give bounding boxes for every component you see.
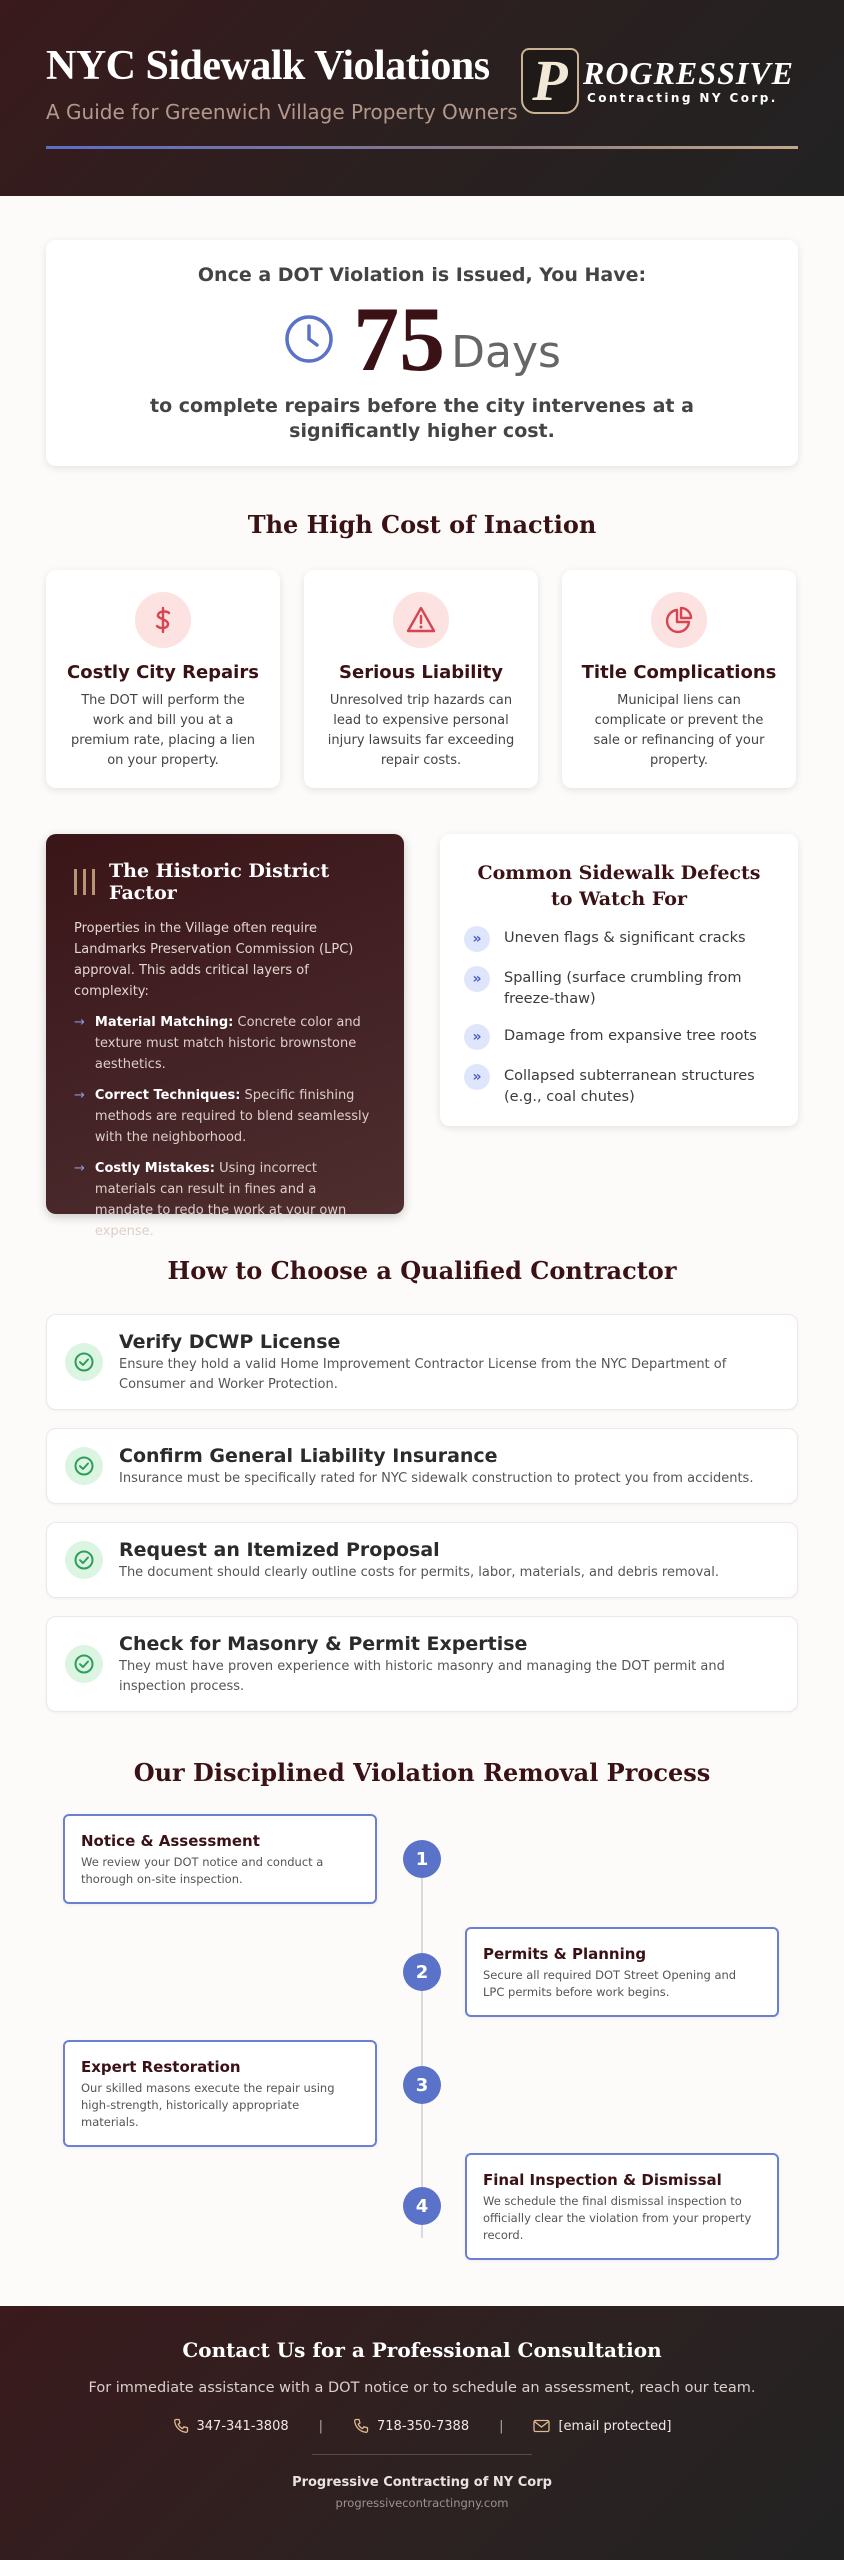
page-header [0, 0, 844, 196]
cost-card-text: Unresolved trip hazards can lead to expensive personal injury lawsuits far exceeding repair costs. [327, 693, 515, 768]
list-item: » Damage from expansive tree roots [464, 1026, 774, 1050]
historic-intro: Properties in the Village often require Landmarks Preservation Commission (LPC) approval. This adds critical layers of complexity: [74, 921, 354, 999]
mail-icon [533, 2419, 550, 2433]
cost-section-title: The High Cost of Inaction [247, 510, 597, 539]
logo-initial: P [521, 48, 579, 114]
email-link[interactable]: [email protected] [533, 2419, 671, 2434]
double-chevron-icon: » [464, 926, 490, 952]
process-step-text: We review your DOT notice and conduct a thorough on-site inspection. [81, 1855, 324, 1886]
contractor-item-proposal [46, 1522, 798, 1598]
dollar-icon [135, 592, 191, 648]
page-subtitle: A Guide for Greenwich Village Property Owners [46, 100, 518, 124]
list-item: » Collapsed subterranean structures (e.g., coal chutes) [464, 1066, 774, 1108]
warning-icon [393, 592, 449, 648]
phone-icon [173, 2418, 189, 2434]
phone-link-2[interactable]: 718-350-7388 [353, 2418, 469, 2434]
cost-card-text: Municipal liens can complicate or prevent the sale or refinancing of your property. [593, 693, 765, 768]
check-circle-icon [65, 1541, 103, 1579]
defects-card [440, 834, 798, 1126]
process-step-number: 4 [403, 2187, 441, 2225]
separator: | [318, 2418, 323, 2434]
footer-title: Contact Us for a Professional Consultation [182, 2338, 662, 2362]
historic-title: The Historic District Factor [109, 860, 330, 904]
process-step-text: We schedule the final dismissal inspection to officially clear the violation from your property record. [483, 2194, 752, 2242]
contractor-item-title: Check for Masonry & Permit Expertise [119, 1633, 528, 1655]
cost-card-text: The DOT will perform the work and bill you at a premium rate, placing a lien on your property. [70, 693, 256, 768]
process-step-card [465, 1927, 779, 2017]
deadline-outro: to complete repairs before the city intervenes at a significantly higher cost. [150, 395, 694, 442]
contractor-section-title: How to Choose a Qualified Contractor [167, 1256, 677, 1285]
process-step-number: 3 [403, 2066, 441, 2104]
check-circle-icon [65, 1447, 103, 1485]
process-step-card [63, 1814, 377, 1904]
clock-icon [283, 313, 335, 365]
header-divider [46, 146, 798, 149]
cost-card-title: Title Complications [581, 662, 777, 683]
contractor-item-title: Request an Itemized Proposal [119, 1539, 440, 1561]
phone-link-1[interactable]: 347-341-3808 [173, 2418, 289, 2434]
page-footer [0, 2306, 844, 2560]
process-step-card [63, 2040, 377, 2147]
contractor-item-text: They must have proven experience with historic masonry and managing the DOT permit and inspection process. [119, 1659, 725, 1694]
process-step-title: Expert Restoration [81, 2058, 241, 2076]
page-title: NYC Sidewalk Violations [46, 43, 490, 89]
contractor-item-text: Insurance must be specifically rated for NYC sidewalk construction to protect you from accidents. [119, 1471, 754, 1486]
cost-card-title: Serious Liability [339, 662, 503, 683]
process-step-text: Our skilled masons execute the repair using high-strength, historically appropriate materials. [81, 2081, 335, 2129]
process-step-title: Notice & Assessment [81, 1832, 260, 1850]
double-chevron-icon: » [464, 1024, 490, 1050]
check-circle-icon [65, 1343, 103, 1381]
list-item: » Uneven flags & significant cracks [464, 928, 774, 952]
footer-subtitle: For immediate assistance with a DOT notice or to schedule an assessment, reach our team. [88, 2380, 756, 2396]
check-circle-icon [65, 1645, 103, 1683]
footer-website-link[interactable]: progressivecontractingny.com [335, 2496, 509, 2510]
contractor-item-title: Confirm General Liability Insurance [119, 1445, 498, 1467]
double-chevron-icon: » [464, 1064, 490, 1090]
deadline-card [46, 240, 798, 466]
cost-card-liability [304, 570, 538, 788]
list-item: → Costly Mistakes: Using incorrect materials can result in fines and a mandate to redo the work at your own expense. [74, 1158, 376, 1242]
process-step-card [465, 2153, 779, 2260]
contractor-item-license [46, 1314, 798, 1410]
contractor-item-text: The document should clearly outline costs for permits, labor, materials, and debris removal. [119, 1565, 720, 1580]
phone-icon [353, 2418, 369, 2434]
historic-district-card [46, 834, 404, 1239]
separator: | [499, 2418, 504, 2434]
double-chevron-icon: » [464, 966, 490, 992]
list-item: → Material Matching: Concrete color and texture must match historic brownstone aesthetics. [74, 1012, 376, 1075]
footer-divider [312, 2454, 532, 2455]
cost-card-title: Costly City Repairs [67, 662, 259, 683]
timeline-line [421, 1858, 423, 2238]
list-item: → Correct Techniques: Specific finishing methods are required to blend seamlessly with the neighborhood. [74, 1085, 376, 1148]
process-step-number: 1 [403, 1840, 441, 1878]
list-item: » Spalling (surface crumbling from freeze-thaw) [464, 968, 774, 1010]
cost-card-city-repairs [46, 570, 280, 788]
arrow-right-icon: → [74, 1015, 85, 1030]
logo-corp: Contracting NY Corp. [587, 91, 778, 105]
deadline-number: 75 [353, 288, 446, 390]
process-step-text: Secure all required DOT Street Opening and LPC permits before work begins. [483, 1968, 737, 1999]
arrow-right-icon: → [74, 1161, 85, 1176]
pie-chart-icon [651, 592, 707, 648]
defects-title: Common Sidewalk Defects to Watch For [477, 862, 761, 910]
column-icon [74, 869, 95, 895]
company-logo[interactable] [521, 48, 794, 114]
arrow-right-icon: → [74, 1088, 85, 1103]
cost-card-title-complications [562, 570, 796, 788]
deadline-unit: Days [451, 326, 561, 378]
process-step-number: 2 [403, 1953, 441, 1991]
process-step-title: Final Inspection & Dismissal [483, 2171, 722, 2189]
contractor-item-insurance [46, 1428, 798, 1504]
contractor-item-title: Verify DCWP License [119, 1331, 341, 1353]
logo-word: ROGRESSIVE [583, 55, 794, 91]
contractor-item-text: Ensure they hold a valid Home Improvement Contractor License from the NYC Department of Consumer and Worker Protection. [119, 1357, 727, 1392]
deadline-intro: Once a DOT Violation is Issued, You Have: [197, 264, 647, 286]
process-step-title: Permits & Planning [483, 1945, 647, 1963]
process-section-title: Our Disciplined Violation Removal Process [133, 1758, 711, 1787]
footer-company: Progressive Contracting of NY Corp [292, 2475, 552, 2490]
contractor-item-masonry [46, 1616, 798, 1712]
